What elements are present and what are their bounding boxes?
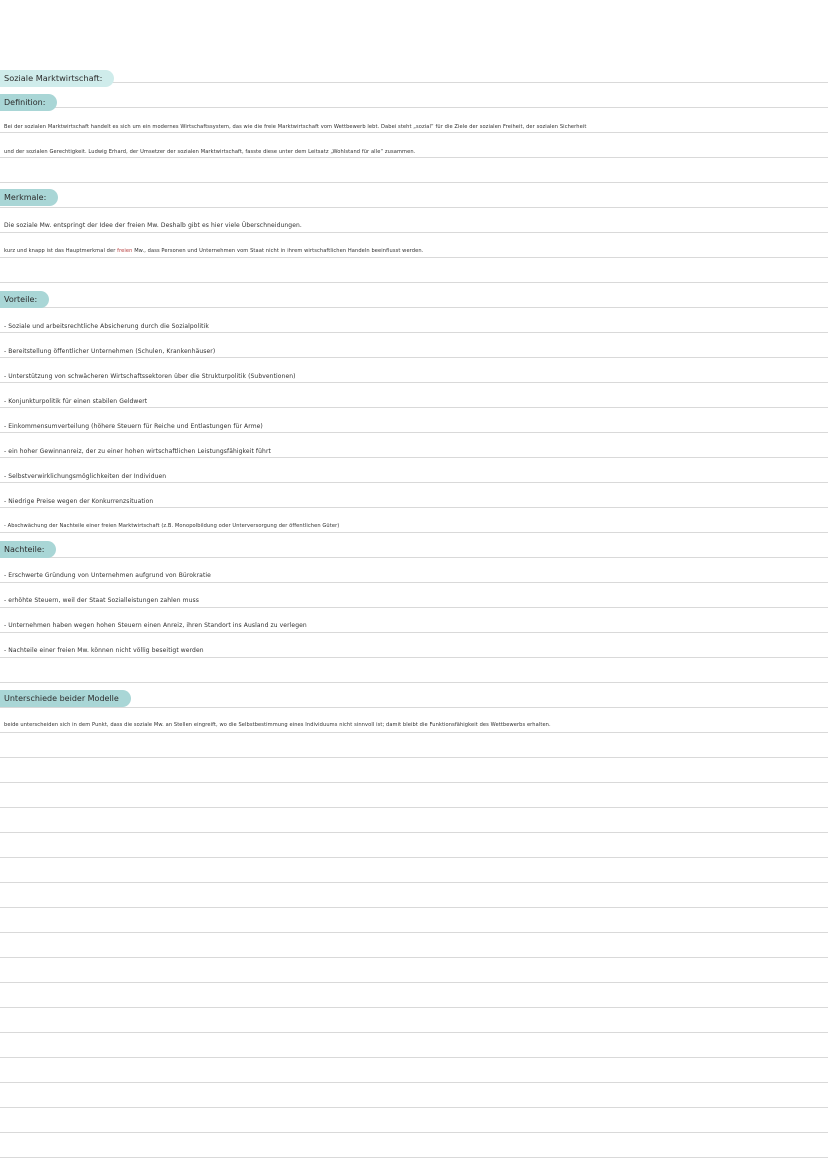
list-item: - Soziale und arbeitsrechtliche Absicherung durch die Sozialpolitik bbox=[4, 323, 209, 330]
page-title: Soziale Marktwirtschaft: bbox=[0, 70, 114, 87]
ruled-line bbox=[0, 107, 828, 108]
ruled-line bbox=[0, 732, 828, 733]
ruled-line bbox=[0, 582, 828, 583]
merkmale-accent-word: freien bbox=[117, 248, 133, 254]
merkmale-line-1: Die soziale Mw. entspringt der Idee der freien Mw. Deshalb gibt es hier viele Überschneidungen. bbox=[4, 222, 302, 229]
ruled-line bbox=[0, 457, 828, 458]
ruled-line bbox=[0, 1057, 828, 1058]
list-item: - ein hoher Gewinnanreiz, der zu einer hohen wirtschaftlichen Leistungsfähigkeit führt bbox=[4, 448, 271, 455]
ruled-line bbox=[0, 1157, 828, 1158]
ruled-line bbox=[0, 307, 828, 308]
definition-line-1: Bei der sozialen Marktwirtschaft handelt es sich um ein modernes Wirtschaftssystem, das wie die freie Marktwirtschaft vom Wettbewerb lebt. Dabei steht „sozial“ für die Ziele der sozialen Freiheit, der sozialen Sicherheit bbox=[4, 124, 587, 130]
ruled-line bbox=[0, 257, 828, 258]
ruled-line bbox=[0, 607, 828, 608]
ruled-line bbox=[0, 532, 828, 533]
ruled-line bbox=[0, 757, 828, 758]
ruled-line bbox=[0, 507, 828, 508]
definition-line-2: und der sozialen Gerechtigkeit. Ludwig Erhard, der Umsetzer der sozialen Marktwirtschaft, fasste diese unter dem Leitsatz „Wohlstand für alle“ zusammen. bbox=[4, 149, 416, 155]
ruled-line bbox=[0, 882, 828, 883]
list-item: - Nachteile einer freien Mw. können nicht völlig beseitigt werden bbox=[4, 647, 204, 654]
ruled-line bbox=[0, 782, 828, 783]
ruled-line bbox=[0, 132, 828, 133]
list-item: - Bereitstellung öffentlicher Unternehmen (Schulen, Krankenhäuser) bbox=[4, 348, 216, 355]
list-item: - Einkommensumverteilung (höhere Steuern für Reiche und Entlastungen für Arme) bbox=[4, 423, 263, 430]
ruled-line bbox=[0, 832, 828, 833]
ruled-line bbox=[0, 957, 828, 958]
ruled-line bbox=[0, 857, 828, 858]
merkmale-heading: Merkmale: bbox=[0, 189, 58, 206]
ruled-line bbox=[0, 332, 828, 333]
ruled-line bbox=[0, 807, 828, 808]
ruled-line bbox=[0, 432, 828, 433]
ruled-line bbox=[0, 157, 828, 158]
ruled-line bbox=[0, 82, 828, 83]
list-item: - Unternehmen haben wegen hohen Steuern einen Anreiz, ihren Standort ins Ausland zu verlegen bbox=[4, 622, 307, 629]
ruled-line bbox=[0, 682, 828, 683]
ruled-line bbox=[0, 382, 828, 383]
unterschiede-line-1: beide unterscheiden sich in dem Punkt, dass die soziale Mw. an Stellen eingreift, wo die Selbstbestimmung eines Individuums nicht sinnvoll ist; damit bleibt die Funktionsfähigkeit des Wettbewerbs erhalten. bbox=[4, 722, 551, 728]
merkmale-line-2-end: Mw., dass Personen und Unternehmen vom Staat nicht in ihrem wirtschaftlichen Handeln beeinflusst werden. bbox=[132, 248, 424, 254]
ruled-line bbox=[0, 707, 828, 708]
ruled-line bbox=[0, 1107, 828, 1108]
ruled-line bbox=[0, 482, 828, 483]
ruled-line bbox=[0, 282, 828, 283]
list-item: - erhöhte Steuern, weil der Staat Sozialleistungen zahlen muss bbox=[4, 597, 199, 604]
ruled-line bbox=[0, 182, 828, 183]
merkmale-line-2-start: kurz und knapp ist das Hauptmerkmal der bbox=[4, 248, 118, 254]
ruled-line bbox=[0, 632, 828, 633]
ruled-line bbox=[0, 932, 828, 933]
ruled-line bbox=[0, 407, 828, 408]
ruled-line bbox=[0, 1032, 828, 1033]
vorteile-heading: Vorteile: bbox=[0, 291, 49, 308]
list-item: - Abschwächung der Nachteile einer freien Marktwirtschaft (z.B. Monopolbildung oder Unterversorgung der öffentlichen Güter) bbox=[4, 523, 340, 529]
unterschiede-heading: Unterschiede beider Modelle bbox=[0, 690, 131, 707]
ruled-line bbox=[0, 657, 828, 658]
ruled-line bbox=[0, 357, 828, 358]
ruled-line bbox=[0, 232, 828, 233]
ruled-line bbox=[0, 207, 828, 208]
list-item: - Konjunkturpolitik für einen stabilen Geldwert bbox=[4, 398, 148, 405]
list-item: - Niedrige Preise wegen der Konkurrenzsituation bbox=[4, 498, 154, 505]
list-item: - Erschwerte Gründung von Unternehmen aufgrund von Bürokratie bbox=[4, 572, 211, 579]
ruled-line bbox=[0, 907, 828, 908]
ruled-line bbox=[0, 1082, 828, 1083]
ruled-line bbox=[0, 557, 828, 558]
ruled-line bbox=[0, 1132, 828, 1133]
definition-heading: Definition: bbox=[0, 94, 57, 111]
ruled-line bbox=[0, 982, 828, 983]
list-item: - Selbstverwirklichungsmöglichkeiten der Individuen bbox=[4, 473, 167, 480]
list-item: - Unterstützung von schwächeren Wirtschaftssektoren über die Strukturpolitik (Subventionen) bbox=[4, 373, 296, 380]
merkmale-line-2 bbox=[4, 247, 423, 255]
ruled-line bbox=[0, 1007, 828, 1008]
nachteile-heading: Nachteile: bbox=[0, 541, 56, 558]
